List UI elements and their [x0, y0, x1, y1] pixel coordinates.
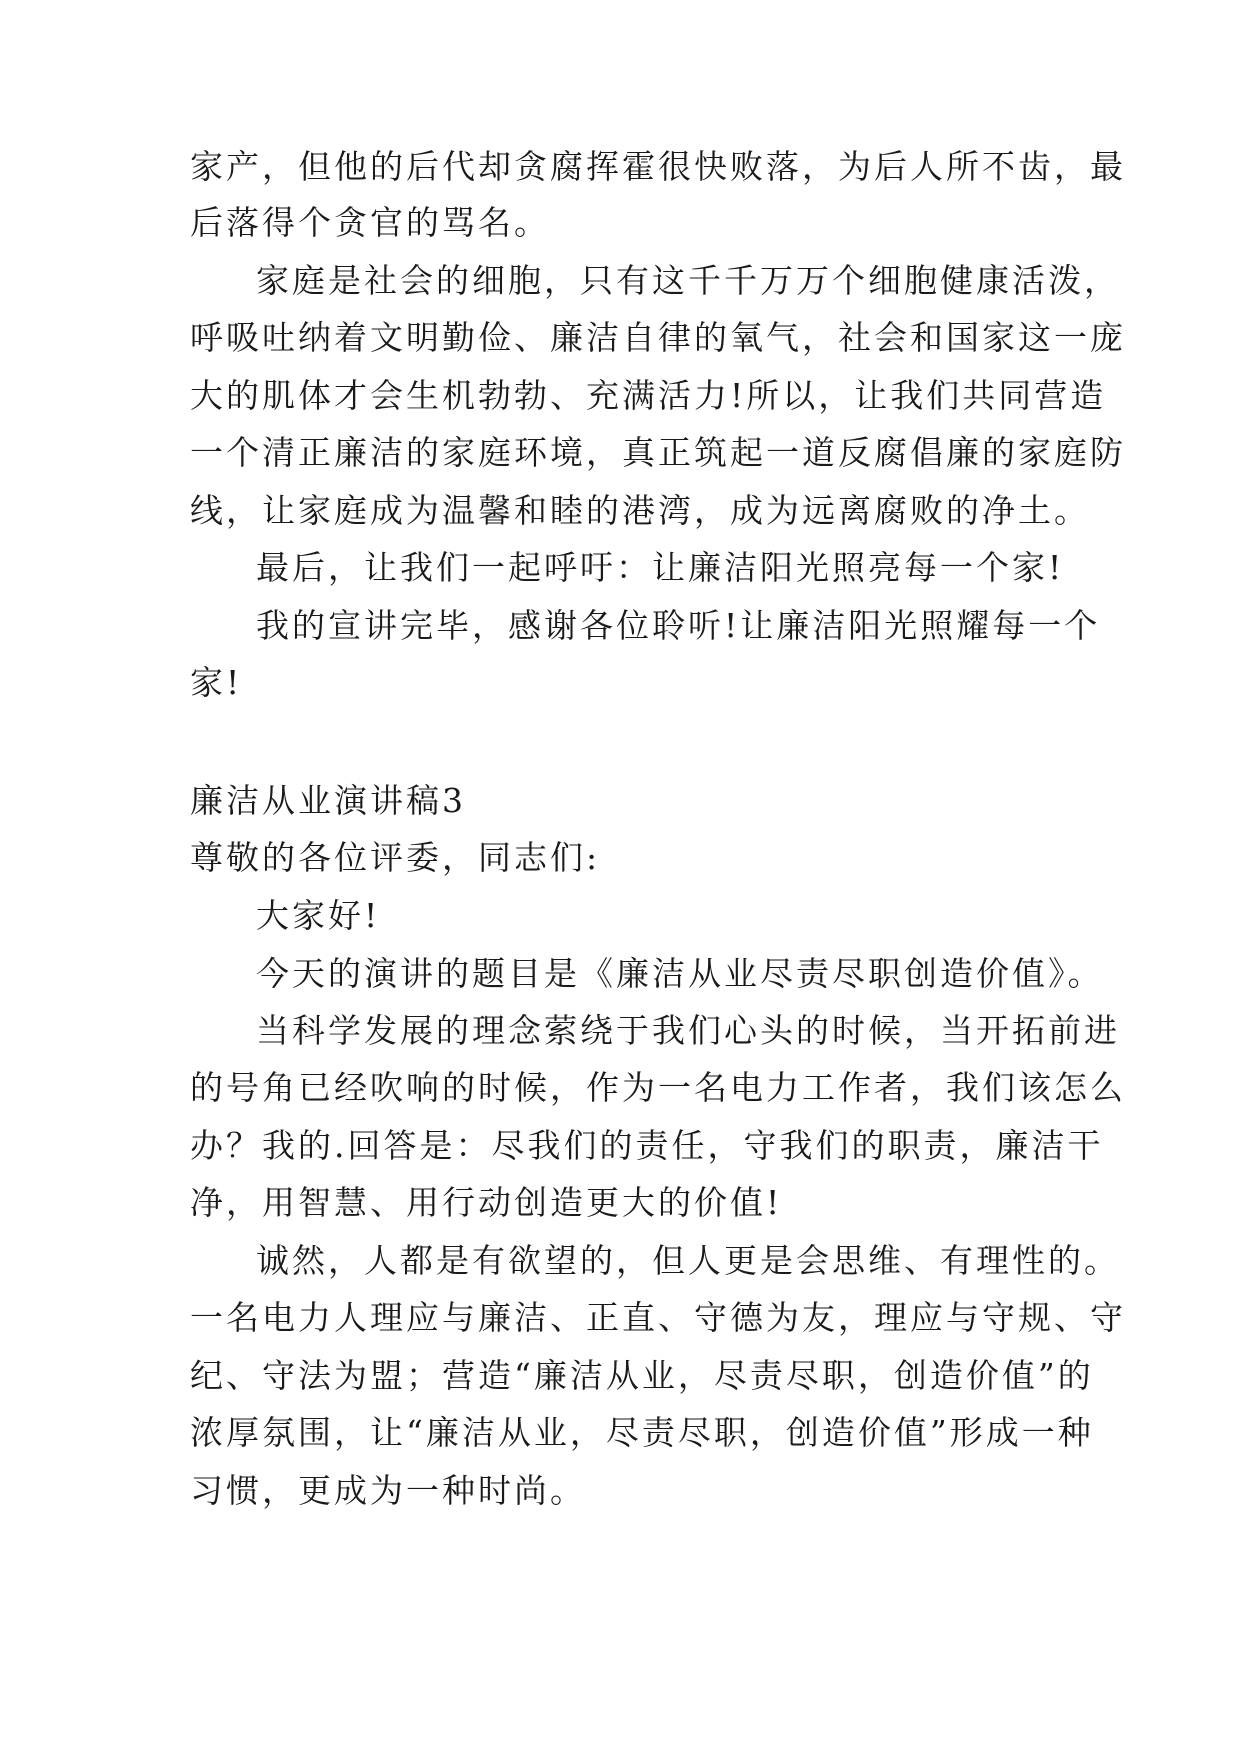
text-line: 一名电力人理应与廉洁、正直、守德为友，理应与守规、守	[190, 1298, 1126, 1337]
text-line: 我的宣讲完毕，感谢各位聆听!让廉洁阳光照耀每一个	[256, 606, 1101, 645]
text-line: 家!	[190, 663, 243, 702]
text-line: 浓厚氛围，让“廉洁从业，尽责尽职，创造价值”形成一种	[190, 1413, 1094, 1452]
text-line: 呼吸吐纳着文明勤俭、廉洁自律的氧气，社会和国家这一庞	[190, 318, 1126, 357]
text-line: 诚然，人都是有欲望的，但人更是会思维、有理性的。	[256, 1241, 1120, 1280]
text-line: 后落得个贪官的骂名。	[190, 203, 550, 242]
text-line: 家产，但他的后代却贪腐挥霍很快败落，为后人所不齿，最	[190, 147, 1126, 186]
salutation: 尊敬的各位评委，同志们:	[190, 838, 601, 877]
text-line: 一个清正廉洁的家庭环境，真正筑起一道反腐倡廉的家庭防	[190, 433, 1126, 472]
text-line: 办？我的.回答是：尽我们的责任，守我们的职责，廉洁干	[190, 1126, 1104, 1165]
text-line: 纪、守法为盟；营造“廉洁从业，尽责尽职，创造价值”的	[190, 1356, 1094, 1395]
section-title: 廉洁从业演讲稿3	[190, 781, 466, 820]
text-line: 净，用智慧、用行动创造更大的价值!	[190, 1183, 783, 1222]
text-line: 线，让家庭成为温馨和睦的港湾，成为远离腐败的净土。	[190, 491, 1090, 530]
text-line: 今天的演讲的题目是《廉洁从业尽责尽职创造价值》。	[256, 954, 1104, 993]
text-line: 大家好!	[256, 896, 381, 935]
text-line: 最后，让我们一起呼吁：让廉洁阳光照亮每一个家!	[256, 548, 1065, 587]
text-line: 大的肌体才会生机勃勃、充满活力!所以，让我们共同营造	[190, 376, 1107, 415]
text-line: 习惯，更成为一种时尚。	[190, 1471, 586, 1510]
text-line: 家庭是社会的细胞，只有这千千万万个细胞健康活泼，	[256, 261, 1120, 300]
text-line: 当科学发展的理念萦绕于我们心头的时候，当开拓前进	[256, 1011, 1120, 1050]
text-line: 的号角已经吹响的时候，作为一名电力工作者，我们该怎么	[190, 1068, 1126, 1107]
